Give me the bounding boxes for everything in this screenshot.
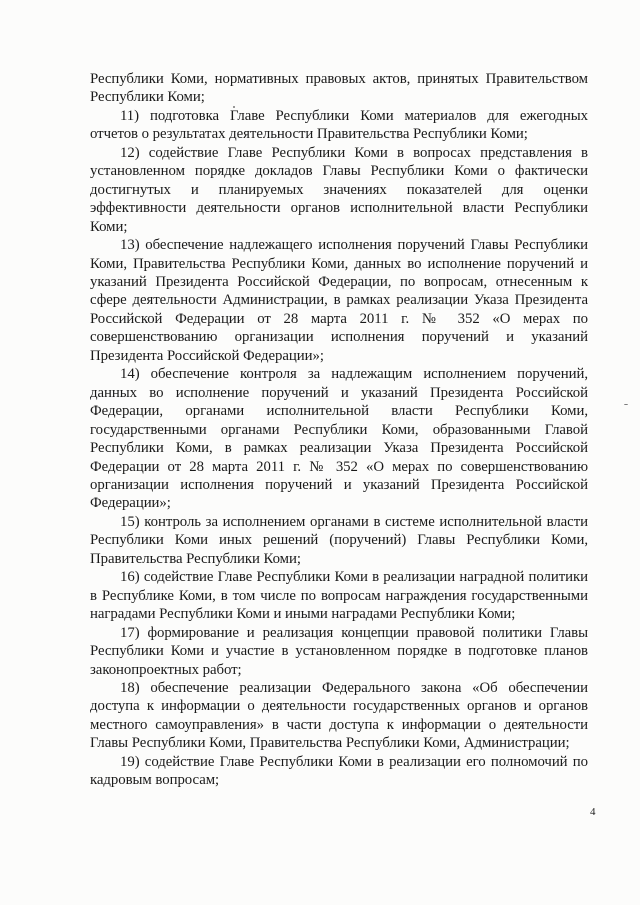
paragraph-item-15: 15) контроль за исполнением органами в системе исполнительной власти Республики Коми иных решений (поручений) Главы Республики Коми, Правительства Республики Коми; xyxy=(90,513,588,567)
paragraph-item-11: 11) подготовка Главе Республики Коми материалов для ежегодных отчетов о результатах деятельности Правительства Республики Коми; xyxy=(90,107,588,143)
paragraph-continuation: Республики Коми, нормативных правовых актов, принятых Правительством Республики Коми; xyxy=(90,71,588,106)
scan-speck xyxy=(624,404,628,405)
paragraph-item-18: 18) обеспечение реализации Федерального закона «Об обеспечении доступа к информации о деятельности государственных органов и органов местного самоуправления» в части доступа к информации о деятельности Главы Республики Коми, Правительства Республики Коми, Администрации; xyxy=(90,679,588,752)
document-body xyxy=(90,70,588,790)
paragraph-item-17: 17) формирование и реализация концепции правовой политики Главы Республики Коми и участие в установленном порядке в подготовке планов законопроектных работ; xyxy=(90,624,588,678)
paragraph-item-16: 16) содействие Главе Республики Коми в реализации наградной политики в Республике Коми, в том числе по вопросам награждения государственными наградами Республики Коми и иными наградами Республики Коми; xyxy=(90,569,588,623)
paragraph-item-19: 19) содействие Главе Республики Коми в реализации его полномочий по кадровым вопросам; xyxy=(90,753,588,789)
paragraph-item-12: 12) содействие Главе Республики Коми в вопросах представления в установленном порядке докладов Главы Республики Коми о фактически достигнутых и планируемых значениях показателей для оценки эффективности деятельности органов исполнительной власти Республики Коми; xyxy=(90,144,588,235)
paragraph-item-13: 13) обеспечение надлежащего исполнения поручений Главы Республики Коми, Правительства Республики Коми, данных во исполнение поручений и указаний Президента Российской Федерации, по вопросам, отнесенным к сфере деятельности Администрации, в рамках реализации Указа Президента Российской Федерации от 28 марта 2011 г. № 352 «О мерах по совершенствованию организации исполнения поручений и указаний Президента Российской Федерации»; xyxy=(90,237,588,364)
paragraph-item-14: 14) обеспечение контроля за надлежащим исполнением поручений, данных во исполнение поручений и указаний Президента Российской Федерации, органами исполнительной власти Республики Коми, государственными органами Республики Коми, образованными Главой Республики Коми, в рамках реализации Указа Президента Российской Федерации от 28 марта 2011 г. № 352 «О мерах по совершенствованию организации исполнения поручений и указаний Президента Российской Федерации»; xyxy=(90,366,588,512)
scan-speck xyxy=(233,106,235,108)
page-number: 4 xyxy=(590,806,596,818)
